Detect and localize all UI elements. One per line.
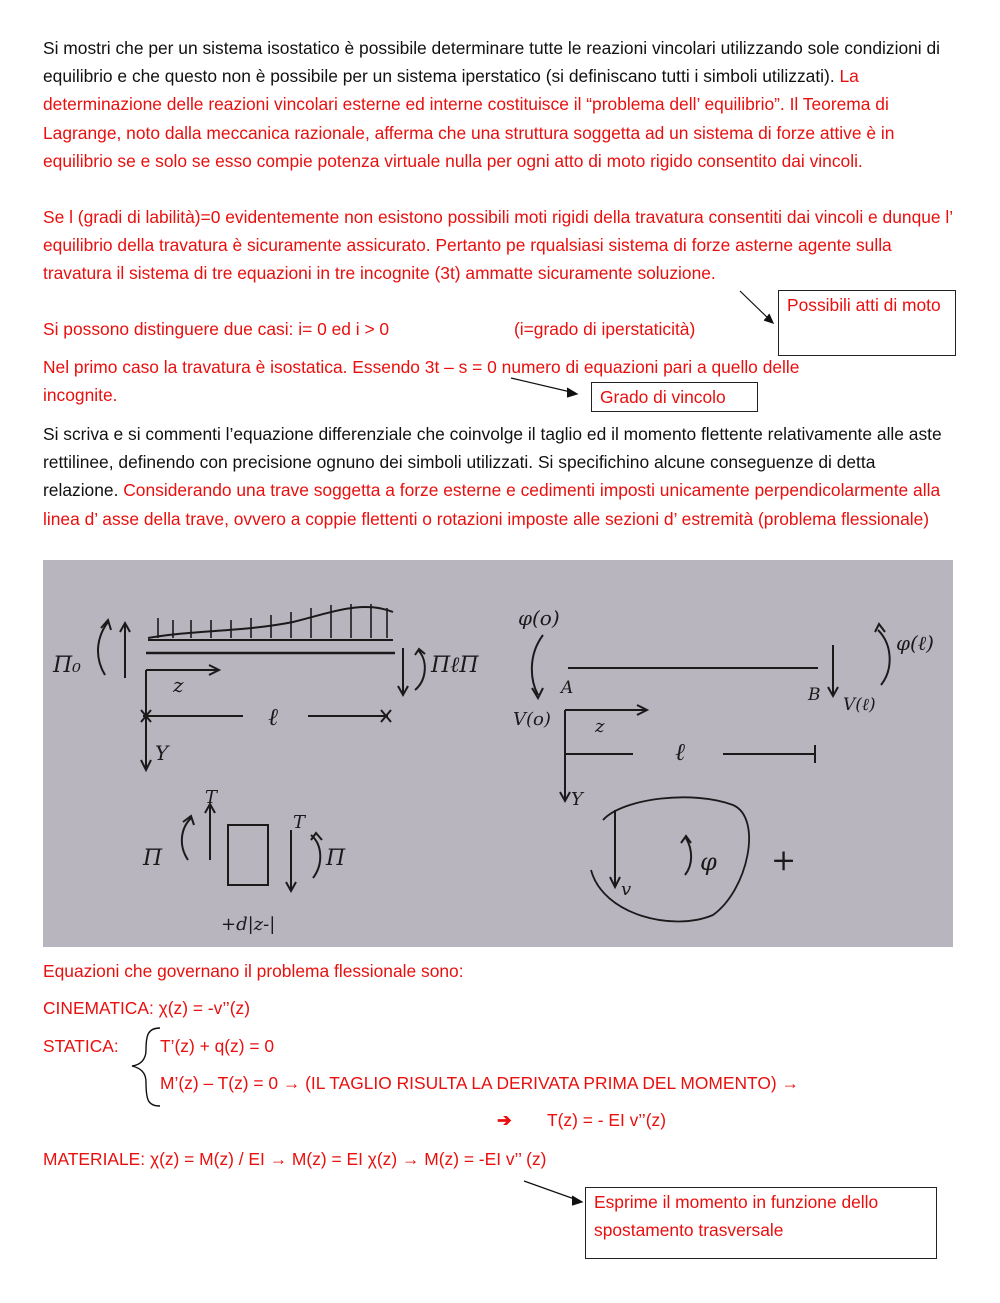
flexural-answer: Considerando una trave soggetta a forze esterne e cedimenti imposti unicamente perpendicolarmente alla linea d’ asse della trave, ovvero a coppie flettenti o rotazioni imposte alle sezioni d’ estremità (problema flessionale) <box>43 480 941 529</box>
y2-label: Y <box>571 789 583 810</box>
phi-label: φ <box>700 848 717 876</box>
v-label: v <box>621 879 632 900</box>
moment-explanation-box: Esprime il momento in funzione dello spostamento trasversale <box>585 1187 937 1259</box>
lagrange-answer: La determinazione delle reazioni vincolari esterne ed interne costituisce il “problema dell’ equilibrio”. Il Teorema di Lagrange, noto dalla meccanica razionale, afferma che una struttura soggetta ad un sistema di forze attive è in equilibrio se e solo se esso compie potenza virtuale nulla per ogni atto di moto rigido consentito dai vincoli. <box>43 66 895 171</box>
statica-eq2: M’(z) – T(z) = 0 → (IL TAGLIO RISULTA LA DERIVATA PRIMA DEL MOMENTO) → <box>160 1073 799 1093</box>
equations-intro: Equazioni che governano il problema flessionale sono: <box>43 961 464 981</box>
t-left-label: T <box>205 787 218 808</box>
phi0-label: φ(o) <box>518 606 560 630</box>
statica-eq3: T(z) = - EI v’’(z) <box>547 1110 666 1130</box>
lability-paragraph: Se l (gradi di labilità)=0 evidentemente non esistono possibili moti rigidi della travatura consentiti dai vincoli e dunque l’ equilibrio della travatura è sicuramente assicurato. Pertanto pe rqualsiasi sistema di forze asterne agente sulla travatura il sistema di tre equazioni in tre incognite (3t) ammatte sicuramente soluzione. <box>43 207 953 284</box>
plus-label: + <box>771 843 797 878</box>
a-label: A <box>561 678 574 698</box>
cinematica-eq: CINEMATICA: χ(z) = -v’’(z) <box>43 998 251 1018</box>
question2-text: Si scriva e si commenti l’equazione differenziale che coinvolge il taglio ed il momento flettente relativamente alle aste rettilinee, definendo con precisione ognuno dei simboli utilizzati. Si specifichino alcune conseguenze di detta relazione. <box>43 424 942 501</box>
cases-right: (i=grado di iperstaticità) <box>514 319 696 339</box>
ml-label: ΠℓΠ <box>431 653 479 678</box>
l-label: ℓ <box>268 703 278 731</box>
m-right-label: Π <box>326 846 346 871</box>
y-label: Y <box>155 741 169 765</box>
t-right-label: T <box>293 812 306 833</box>
constraint-degree-box: Grado di vincolo <box>591 382 758 412</box>
v0-label: V(o) <box>513 709 551 730</box>
cases-left: Si possono distinguere due casi: i= 0 ed i > 0 <box>43 319 390 339</box>
m-left-label: Π <box>143 846 163 871</box>
phil-label: φ(ℓ) <box>896 631 934 655</box>
bold-arrow-icon: ➔ <box>497 1110 512 1130</box>
b-label: B <box>808 685 821 705</box>
first-case-line1: Nel primo caso la travatura è isostatica. Essendo 3t – s = 0 numero di equazioni pari a quello delle <box>43 357 800 377</box>
possible-motions-box: Possibili atti di moto <box>778 290 956 356</box>
z-label: z <box>173 673 184 697</box>
dz-label: +d|z-| <box>221 914 276 935</box>
m0-label: Π₀ <box>53 653 82 678</box>
statica-eq1: T’(z) + q(z) = 0 <box>160 1036 275 1056</box>
z2-label: z <box>595 716 605 737</box>
statica-label: STATICA: <box>43 1036 119 1056</box>
l2-label: ℓ <box>675 738 685 766</box>
first-case-line2: incognite. <box>43 385 118 405</box>
materiale-eq: MATERIALE: χ(z) = M(z) / EI → M(z) = EI χ(z) → M(z) = -EI v’’ (z) <box>43 1149 547 1169</box>
question1-text: Si mostri che per un sistema isostatico è possibile determinare tutte le reazioni vincolari utilizzando sole condizioni di equilibrio e che questo non è possibile per un sistema iperstatico (si definiscano tutti i simboli utilizzati). <box>43 38 941 87</box>
vl-label: V(ℓ) <box>843 695 876 715</box>
